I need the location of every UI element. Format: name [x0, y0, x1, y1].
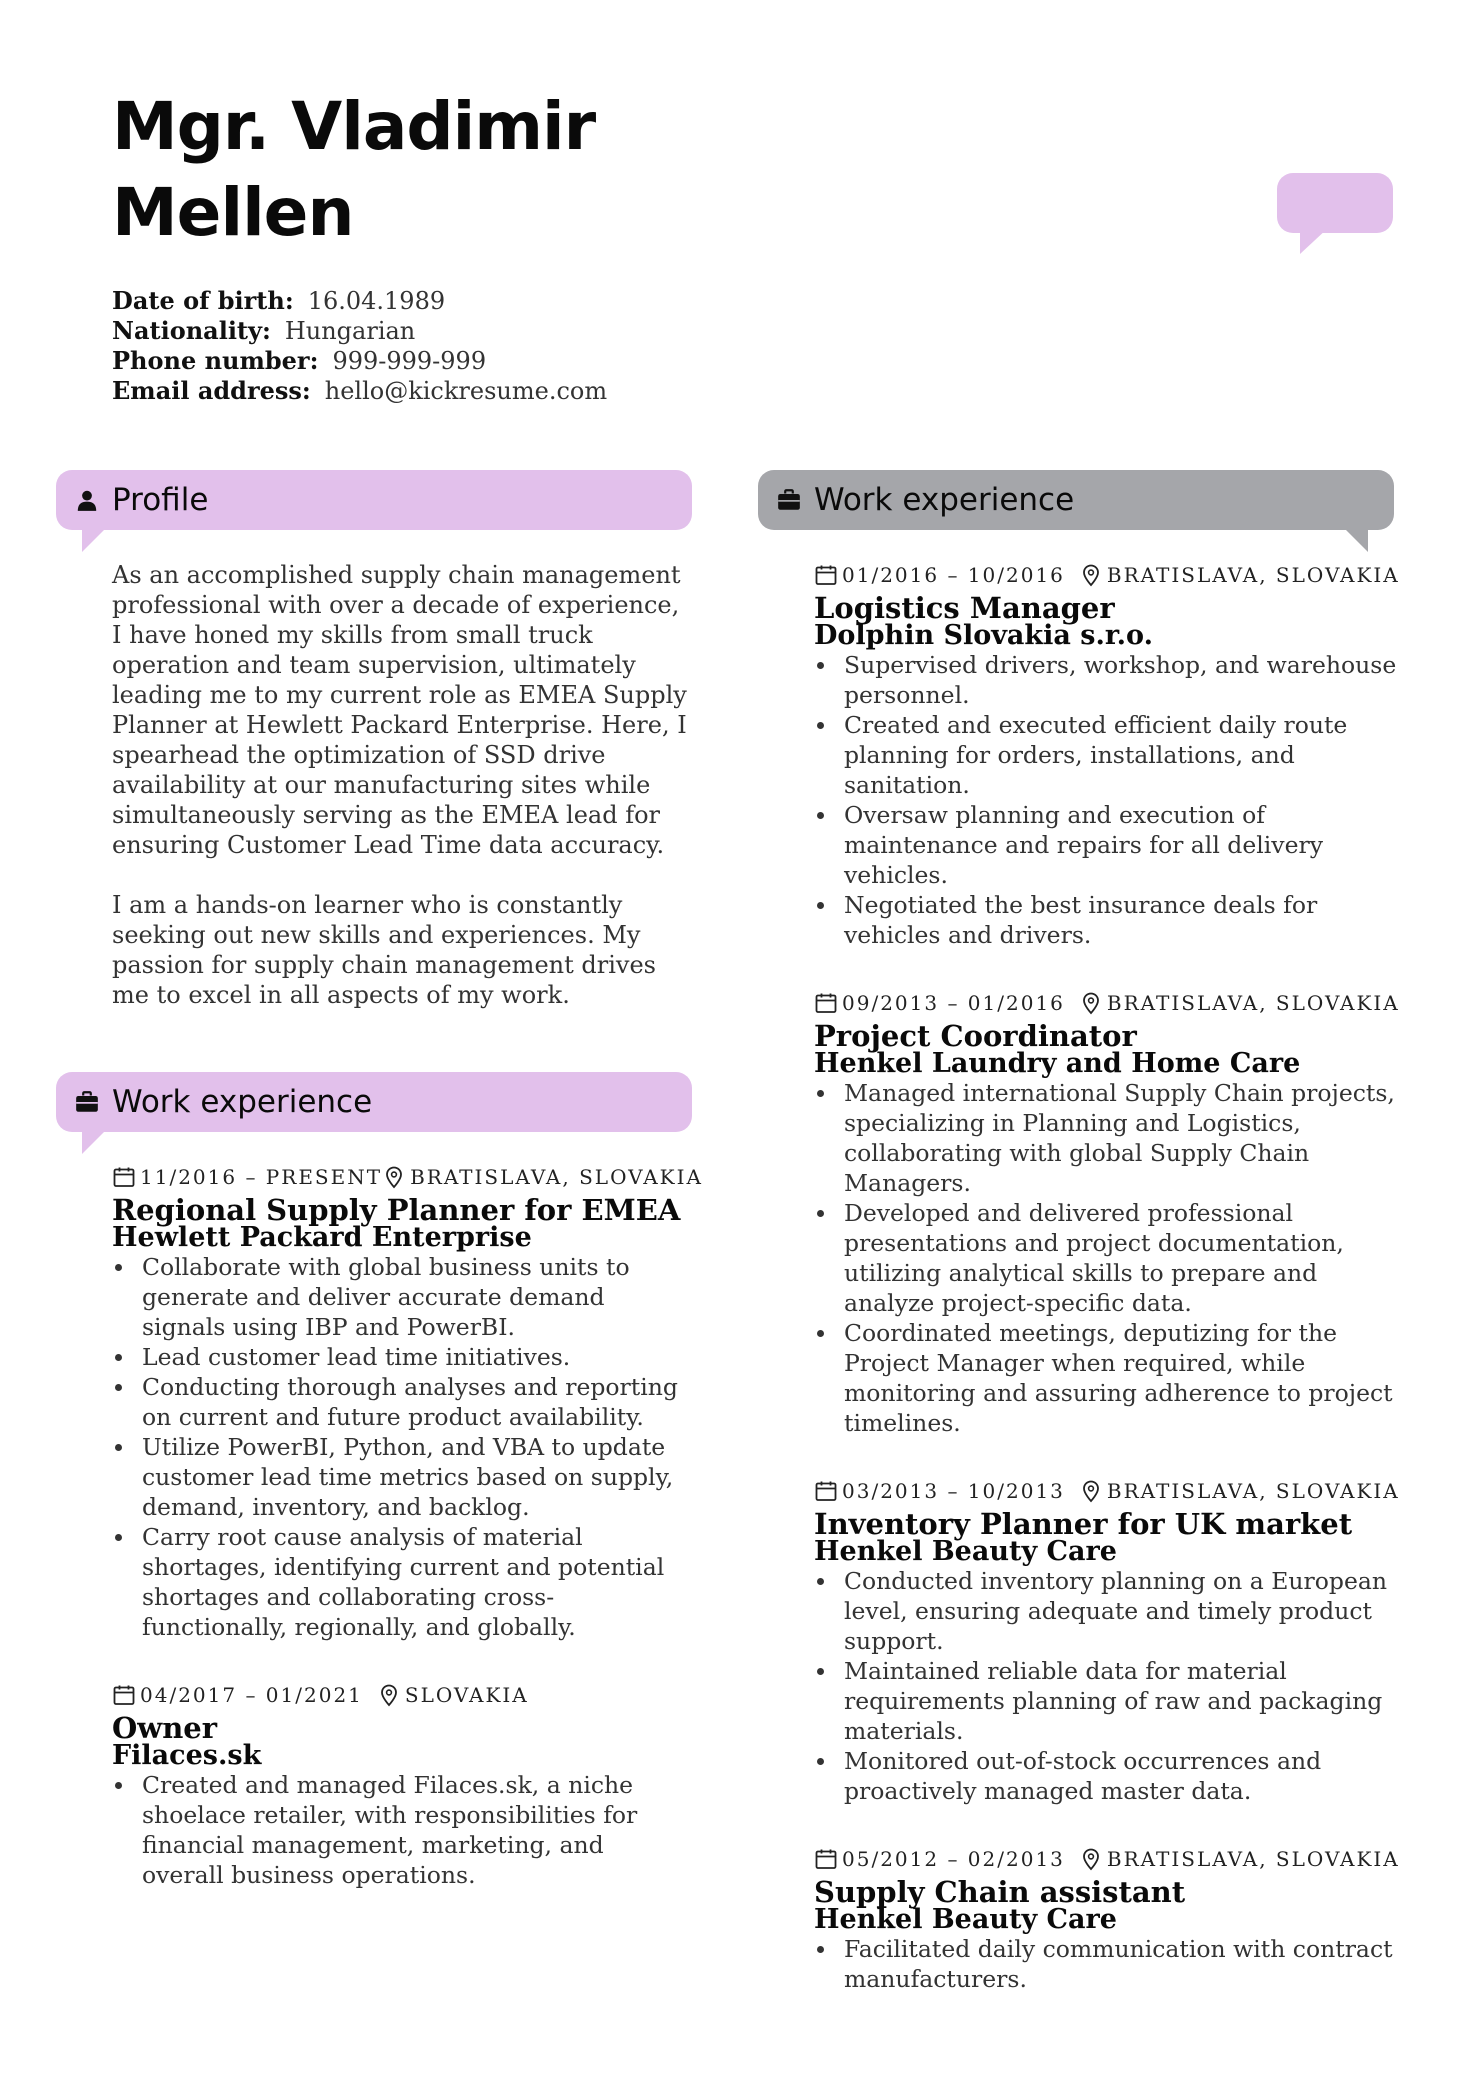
- job-location: BRATISLAVA, SLOVAKIA: [1106, 1479, 1400, 1503]
- job-entry: [112, 1680, 692, 1890]
- job-entry: [814, 988, 1404, 1438]
- location-pin-icon: [1079, 991, 1103, 1015]
- detail-label: Date of birth:: [112, 286, 294, 315]
- job-company: Filaces.sk: [112, 1740, 262, 1771]
- name-line-2: Mellen: [112, 174, 354, 251]
- section-title: Work experience: [814, 482, 1075, 518]
- job-entry: [814, 1476, 1404, 1806]
- job-bullets: [112, 1252, 692, 1642]
- job-title: Owner: [112, 1711, 218, 1745]
- job-dates: 04/2017 – 01/2021: [140, 1683, 363, 1707]
- detail-row-date-of-birth: [112, 286, 607, 316]
- detail-row-email: [112, 376, 607, 406]
- list-item: Carry root cause analysis of material shortages, identifying current and potential shortages and collaborating cross-functionally, regionally, and globally.: [112, 1522, 692, 1642]
- job-meta: [814, 560, 1404, 590]
- list-item: Maintained reliable data for material requirements planning of raw and packaging materials.: [814, 1656, 1404, 1746]
- job-meta: [814, 988, 1404, 1018]
- calendar-icon: [112, 1165, 136, 1189]
- profile-summary: [112, 560, 692, 1010]
- job-title: Supply Chain assistant: [814, 1875, 1186, 1909]
- job-meta: [112, 1162, 703, 1192]
- job-company: Dolphin Slovakia s.r.o.: [814, 620, 1153, 651]
- list-item: Conducting thorough analyses and reporting on current and future product availability.: [112, 1372, 692, 1432]
- section-title: Profile: [112, 482, 209, 518]
- job-dates: 03/2013 – 10/2013: [842, 1479, 1065, 1503]
- calendar-icon: [814, 991, 838, 1015]
- work-experience-list: [758, 560, 1400, 1994]
- job-entry: [814, 1844, 1404, 1994]
- job-title: Regional Supply Planner for EMEA: [112, 1193, 681, 1227]
- job-entry: [814, 560, 1404, 950]
- name-line-1: Mgr. Vladimir: [112, 88, 596, 165]
- calendar-icon: [814, 563, 838, 587]
- job-meta: [814, 1476, 1404, 1506]
- job-location: BRATISLAVA, SLOVAKIA: [410, 1165, 703, 1189]
- list-item: Oversaw planning and execution of maintenance and repairs for all delivery vehicles.: [814, 800, 1404, 890]
- job-bullets: [814, 1566, 1404, 1806]
- list-item: Created and executed efficient daily route planning for orders, installations, and sanitation.: [814, 710, 1404, 800]
- location-pin-icon: [382, 1165, 406, 1189]
- job-title: Inventory Planner for UK market: [814, 1507, 1353, 1541]
- list-item: Monitored out-of-stock occurrences and proactively managed master data.: [814, 1746, 1404, 1806]
- decorative-speech-bubble: [1277, 173, 1393, 233]
- job-company: Henkel Laundry and Home Care: [814, 1048, 1301, 1079]
- detail-label: Phone number:: [112, 346, 319, 375]
- job-title: Project Coordinator: [814, 1019, 1137, 1053]
- detail-value: hello@kickresume.com: [324, 377, 608, 405]
- section-title: Work experience: [112, 1084, 373, 1120]
- job-location: BRATISLAVA, SLOVAKIA: [1106, 1847, 1400, 1871]
- job-company: Hewlett Packard Enterprise: [112, 1222, 532, 1253]
- job-dates: 11/2016 – PRESENT: [140, 1165, 383, 1189]
- detail-label: Email address:: [112, 376, 311, 405]
- detail-row-nationality: [112, 316, 607, 346]
- job-company: Henkel Beauty Care: [814, 1904, 1117, 1935]
- calendar-icon: [814, 1847, 838, 1871]
- profile-section-header: [56, 470, 692, 530]
- detail-value: 999-999-999: [332, 347, 487, 375]
- calendar-icon: [814, 1479, 838, 1503]
- job-dates: 09/2013 – 01/2016: [842, 991, 1065, 1015]
- job-location: BRATISLAVA, SLOVAKIA: [1106, 991, 1400, 1015]
- header-tail: [82, 528, 106, 552]
- person-icon: [74, 487, 100, 513]
- briefcase-icon: [74, 1089, 100, 1115]
- list-item: Managed international Supply Chain projects, specializing in Planning and Logistics, collaborating with global Supply Chain Managers.: [814, 1078, 1404, 1198]
- location-pin-icon: [1079, 1479, 1103, 1503]
- list-item: Created and managed Filaces.sk, a niche shoelace retailer, with responsibilities for financial management, marketing, and overall business operations.: [112, 1770, 692, 1890]
- calendar-icon: [112, 1683, 136, 1707]
- work-experience-section-header: [758, 470, 1394, 530]
- job-bullets: [814, 1078, 1404, 1438]
- job-entry: [112, 1162, 703, 1642]
- detail-label: Nationality:: [112, 316, 271, 345]
- detail-value: Hungarian: [284, 317, 416, 345]
- list-item: Conducted inventory planning on a European level, ensuring adequate and timely product support.: [814, 1566, 1404, 1656]
- decorative-speech-bubble-tail: [1300, 228, 1328, 254]
- work-experience-list: [56, 1162, 703, 1890]
- personal-details: [112, 286, 607, 406]
- job-meta: [814, 1844, 1404, 1874]
- job-location: BRATISLAVA, SLOVAKIA: [1106, 563, 1400, 587]
- job-location: SLOVAKIA: [404, 1683, 529, 1707]
- list-item: Utilize PowerBI, Python, and VBA to update customer lead time metrics based on supply, demand, inventory, and backlog.: [112, 1432, 692, 1522]
- briefcase-icon: [776, 487, 802, 513]
- header-tail: [1344, 528, 1368, 552]
- candidate-name: [112, 84, 812, 256]
- location-pin-icon: [377, 1683, 401, 1707]
- left-column: [56, 470, 703, 1890]
- job-title: Logistics Manager: [814, 591, 1115, 625]
- right-column: [758, 470, 1400, 1994]
- work-experience-section-header: [56, 1072, 692, 1132]
- job-meta: [112, 1680, 692, 1710]
- location-pin-icon: [1079, 563, 1103, 587]
- profile-paragraph: As an accomplished supply chain management professional with over a decade of experience, I have honed my skills from small truck operation and team supervision, ultimately leading me to my current role as EMEA Supply Planner at Hewlett Packard Enterprise. Here, I spearhead the optimization of SSD drive availability at our manufacturing sites while simultaneously serving as the EMEA lead for ensuring Customer Lead Time data accuracy.: [112, 561, 687, 859]
- profile-paragraph: I am a hands-on learner who is constantly seeking out new skills and experiences. My passion for supply chain management drives me to excel in all aspects of my work.: [112, 891, 656, 1009]
- list-item: Facilitated daily communication with contract manufacturers.: [814, 1934, 1404, 1994]
- job-company: Henkel Beauty Care: [814, 1536, 1117, 1567]
- list-item: Collaborate with global business units to generate and deliver accurate demand signals using IBP and PowerBI.: [112, 1252, 692, 1342]
- header-tail: [82, 1130, 106, 1154]
- detail-row-phone: [112, 346, 607, 376]
- list-item: Supervised drivers, workshop, and warehouse personnel.: [814, 650, 1404, 710]
- job-bullets: [112, 1770, 692, 1890]
- list-item: Developed and delivered professional presentations and project documentation, utilizing analytical skills to prepare and analyze project-specific data.: [814, 1198, 1404, 1318]
- detail-value: 16.04.1989: [307, 287, 446, 315]
- job-bullets: [814, 1934, 1404, 1994]
- job-bullets: [814, 650, 1404, 950]
- location-pin-icon: [1079, 1847, 1103, 1871]
- job-dates: 01/2016 – 10/2016: [842, 563, 1065, 587]
- list-item: Coordinated meetings, deputizing for the Project Manager when required, while monitoring and assuring adherence to project timelines.: [814, 1318, 1404, 1438]
- list-item: Lead customer lead time initiatives.: [112, 1342, 692, 1372]
- list-item: Negotiated the best insurance deals for vehicles and drivers.: [814, 890, 1404, 950]
- job-dates: 05/2012 – 02/2013: [842, 1847, 1065, 1871]
